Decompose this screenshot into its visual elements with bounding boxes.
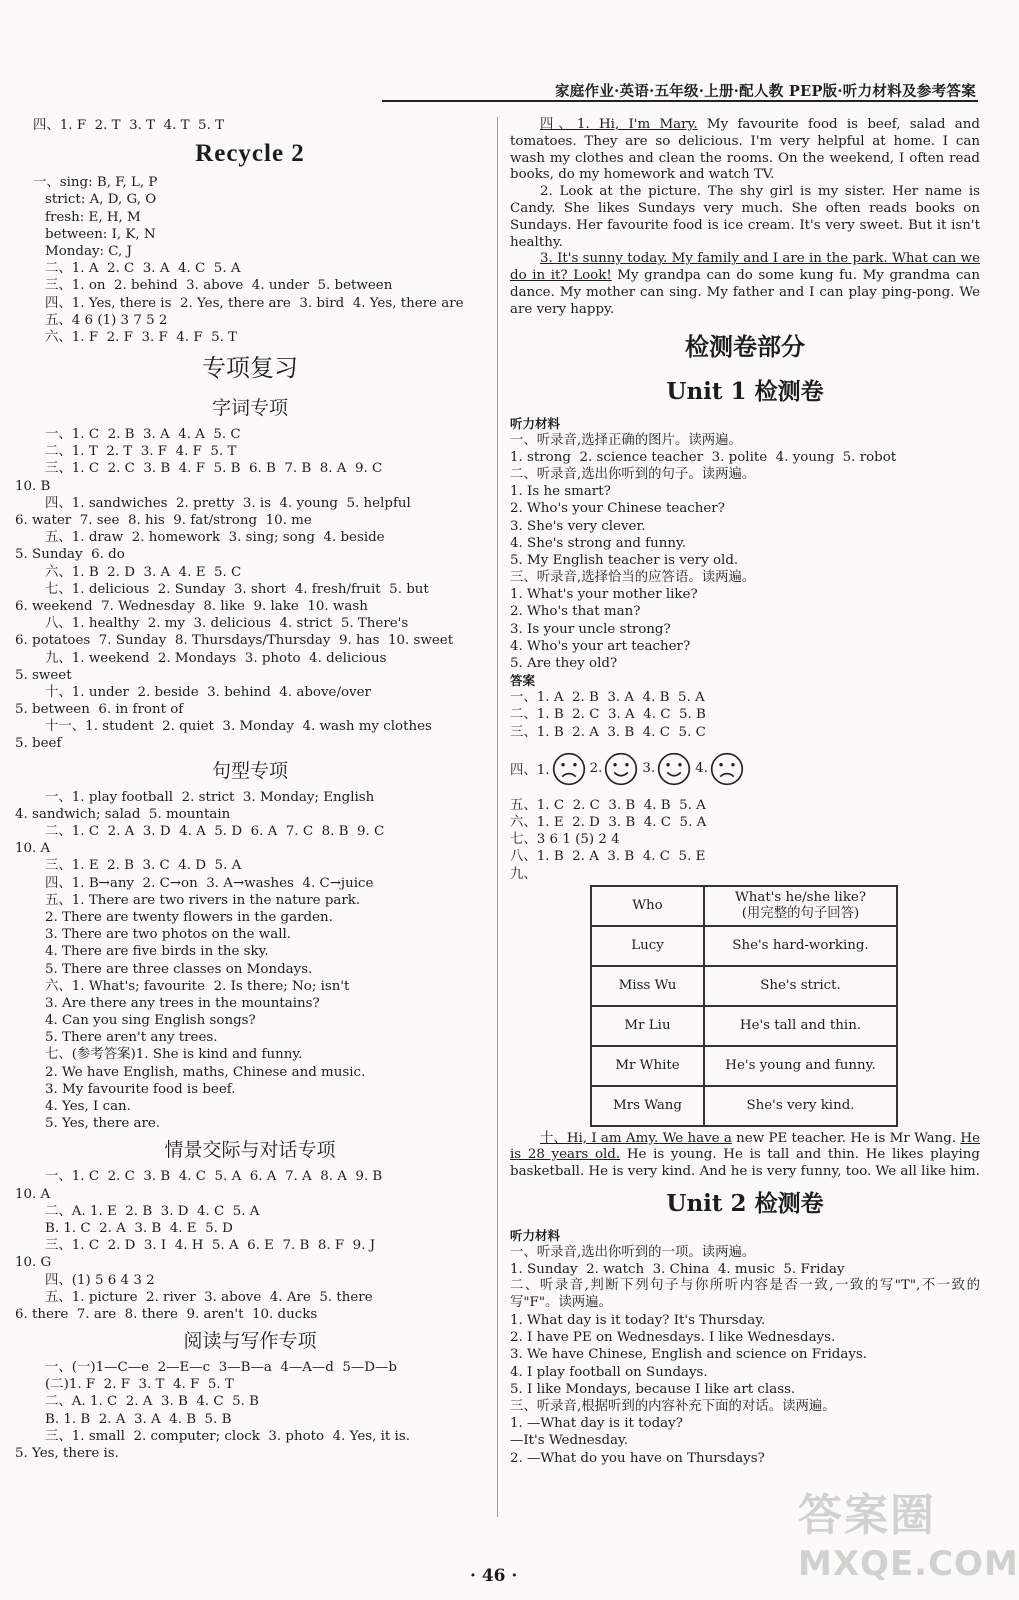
table-row <box>591 1086 897 1126</box>
paragraph-text: new PE teacher. He is Mr Wang. <box>731 1130 961 1146</box>
table-row <box>591 1006 897 1046</box>
paragraph-text: My grandpa can do some kung fu. My grandma can dance. My mother can sing. My father and I can play ping-pong. We are very happy. <box>510 268 980 317</box>
table-cell: Mrs Wang <box>591 1086 704 1126</box>
answer-line: 七、3 6 1 (5) 2 4 <box>510 832 620 848</box>
answer-line: 1. —What day is it today? <box>510 1416 683 1432</box>
answer-line: 6. weekend 7. Wednesday 8. like 9. lake 10. wash <box>15 598 368 614</box>
answer-line: —It's Wednesday. <box>510 1433 629 1449</box>
answer-line: 2. We have English, maths, Chinese and music. <box>45 1064 366 1080</box>
answer-line: 一、sing: B, F, L, P <box>33 175 158 191</box>
answer-line: 5. between 6. in front of <box>15 702 184 718</box>
answer-line: 七、(参考答案)1. She is kind and funny. <box>45 1047 303 1063</box>
faces-label: 四、1. <box>510 763 550 779</box>
faces-num: 2. <box>589 761 603 777</box>
answer-line: 二、1. C 2. A 3. D 4. A 5. D 6. A 7. C 8. B 9. C <box>45 824 385 839</box>
left-column <box>15 117 485 1462</box>
answer-line: 二、A. 1. E 2. B 3. D 4. C 5. A <box>45 1203 260 1219</box>
answer-line: 二、A. 1. C 2. A 3. B 4. C 5. B <box>45 1394 260 1410</box>
subsection-title: 字词专项 <box>211 397 288 420</box>
instruction-para: 二、听录音,判断下列句子与你所听内容是否一致,一致的写"T",不一致的写"F"。读两遍。 <box>510 1278 980 1311</box>
answer-line: 1. strong 2. science teacher 3. polite 4. young 5. robot <box>510 449 897 465</box>
answer-line: 2. There are twenty flowers in the garden. <box>45 909 333 925</box>
page-header: 家庭作业·英语·五年级·上册·配人教 PEP版·听力材料及参考答案 <box>554 83 976 100</box>
header-note: (用完整的句子回答) <box>741 905 860 921</box>
answer-line: 3. We have Chinese, English and science on Fridays. <box>510 1347 868 1363</box>
table-header-cell <box>704 886 897 926</box>
answer-line: 5. There aren't any trees. <box>45 1030 218 1046</box>
table-cell: Mr Liu <box>591 1006 704 1046</box>
unit1-listening <box>510 432 980 673</box>
answer-line: 六、1. F 2. F 3. F 4. F 5. T <box>45 329 238 345</box>
answer-line: 八、1. healthy 2. my 3. delicious 4. strict 5. There's <box>45 616 409 632</box>
table-row <box>591 926 897 966</box>
table-header-cell: Who <box>591 886 704 926</box>
answer-line: 五、1. C 2. C 3. B 4. B 5. A <box>510 797 706 813</box>
subsection-title: 阅读与写作专项 <box>183 1330 317 1353</box>
answer-line: 八、1. B 2. A 3. B 4. C 5. E <box>510 849 706 865</box>
answer-line: 二、1. A 2. C 3. A 4. C 5. A <box>45 261 241 277</box>
answer-line: 5. My English teacher is very old. <box>510 552 739 568</box>
writing-sample-amy <box>510 1131 980 1181</box>
answer-line: 一、1. C 2. B 3. A 4. A 5. C <box>45 427 241 443</box>
answer-line: 一、1. play football 2. strict 3. Monday; English <box>45 789 375 805</box>
answer-line: 五、4 6 (1) 3 7 5 2 <box>45 312 168 328</box>
answer-line: 三、1. C 2. D 3. I 4. H 5. A 6. E 7. B 8. F 9. J <box>45 1238 376 1254</box>
answer-line: 10. A <box>15 1186 51 1202</box>
answer-line: 四、(1) 5 6 4 3 2 <box>45 1272 155 1288</box>
test-section-title: 检测卷部分 <box>685 332 805 361</box>
answer-line: 5. I like Mondays, because I like art class. <box>510 1381 796 1397</box>
table-header-row <box>591 886 897 926</box>
answer-line: 3. She's very clever. <box>510 518 646 534</box>
table-cell: Mr White <box>591 1046 704 1086</box>
table-cell: He's young and funny. <box>704 1046 897 1086</box>
table-cell: She's strict. <box>704 966 897 1006</box>
answer-line: 6. potatoes 7. Sunday 8. Thursdays/Thursday 9. has 10. sweet <box>15 633 454 649</box>
answer-line: 五、1. picture 2. river 3. above 4. Are 5. there <box>45 1289 373 1305</box>
sad-face-icon <box>710 752 744 786</box>
vocab-answers <box>15 426 485 753</box>
answer-line: between: I, K, N <box>45 226 156 242</box>
answer-line: B. 1. C 2. A 3. B 4. E 5. D <box>45 1220 233 1236</box>
page-number: · 46 · <box>470 1566 518 1586</box>
faces-row <box>510 741 980 797</box>
answer-line: 五、1. There are two rivers in the nature park. <box>45 892 361 908</box>
answer-line: 6. there 7. are 8. there 9. aren't 10. ducks <box>15 1306 318 1322</box>
answer-line: 3. Is your uncle strong? <box>510 621 671 637</box>
table-row <box>591 966 897 1006</box>
subsection-title: 句型专项 <box>211 759 288 782</box>
answer-line: 二、1. B 2. C 3. A 4. C 5. B <box>510 707 706 723</box>
answer-line: 4. Can you sing English songs? <box>45 1013 256 1029</box>
happy-face-icon <box>604 752 638 786</box>
answer-line: 九、1. weekend 2. Mondays 3. photo 4. delicious <box>45 650 387 666</box>
answer-line: 4. She's strong and funny. <box>510 535 687 551</box>
underlined-text: He is 28 years old. <box>510 1130 980 1163</box>
header-rule <box>382 100 978 102</box>
answer-line: 5. Yes, there are. <box>45 1116 161 1132</box>
answer-line: 六、1. B 2. D 3. A 4. E 5. C <box>45 564 242 580</box>
answer-line: 四、1. sandwiches 2. pretty 3. is 4. young 5. helpful <box>45 495 411 511</box>
answer-line: 六、1. E 2. D 3. B 4. C 5. A <box>510 814 707 830</box>
answer-line: 5. Sunday 6. do <box>15 547 125 563</box>
watermark <box>798 1490 1019 1590</box>
table-row <box>591 1046 897 1086</box>
answer-line: 三、1. on 2. behind 3. above 4. under 5. between <box>45 278 393 294</box>
watermark-line-1: 答案圈 <box>798 1490 936 1541</box>
writing-sample-1 <box>510 117 980 319</box>
answer-line: 一、1. A 2. B 3. A 4. B 5. A <box>510 690 705 706</box>
writing-sample-2: 2. Look at the picture. The shy girl is my sister. Her name is Candy. She likes Sundays very much. She often reads books on Sundays. Her favourite food is ice cream. It's very sweet. But it isn't healthy. <box>510 184 980 250</box>
table-cell: She's hard-working. <box>704 926 897 966</box>
listening-label: 听力材料 <box>510 415 561 431</box>
answer-line: 二、听录音,选出你听到的句子。读两遍。 <box>510 466 756 482</box>
answer-line: 2. I have PE on Wednesdays. I like Wednesdays. <box>510 1330 836 1346</box>
answer-line: 2. —What do you have on Thursdays? <box>510 1450 765 1466</box>
table-cell: Lucy <box>591 926 704 966</box>
answer-line: 4. There are five birds in the sky. <box>45 944 269 960</box>
unit1-answers-2 <box>510 797 980 883</box>
listening-label: 听力材料 <box>510 1228 561 1244</box>
unit1-answers <box>510 689 980 741</box>
answer-line: 10. B <box>15 478 51 494</box>
answer-line: 十、1. under 2. beside 3. behind 4. above/over <box>45 684 371 700</box>
answer-line: 5. Are they old? <box>510 656 618 671</box>
teacher-table <box>590 885 898 1127</box>
answer-line: (二)1. F 2. F 3. T 4. F 5. T <box>45 1377 234 1393</box>
underlined-text: 3. It's sunny today. My family and I are in the park. What can we do in it? Look! <box>510 251 980 284</box>
answer-line: 10. A <box>15 841 51 857</box>
underlined-text: 四、1. Hi, I'm Mary. <box>540 117 698 132</box>
answer-line: 三、1. C 2. C 3. B 4. F 5. B 6. B 7. B 8. A 9. C <box>45 461 383 477</box>
answer-line: 5. Yes, there is. <box>15 1446 119 1461</box>
answer-line: 5. sweet <box>15 667 72 683</box>
answer-line: 五、1. draw 2. homework 3. sing; song 4. beside <box>45 530 385 546</box>
answer-line: 1. What's your mother like? <box>510 587 698 603</box>
answer-line: 6. water 7. see 8. his 9. fat/strong 10. me <box>15 513 312 528</box>
section-title: 专项复习 <box>202 354 298 383</box>
answer-line: 三、听录音,选择恰当的应答语。读两遍。 <box>510 570 756 586</box>
unit2-title: Unit 2 检测卷 <box>666 1190 824 1218</box>
faces-num: 3. <box>642 761 656 777</box>
paragraph-text: My favourite food is beef, salad and tomatoes. They are so delicious. I'm very helpful at home. I can wash my clothes and clean the rooms. On the weekend, I often read books, do my homework and watch TV. <box>510 117 980 183</box>
answer-line: 5. There are three classes on Mondays. <box>45 961 313 977</box>
unit2-listening <box>510 1244 980 1467</box>
answer-line: 1. What day is it today? It's Thursday. <box>510 1313 766 1329</box>
answer-line: 四、1. B→any 2. C→on 3. A→washes 4. C→juice <box>45 875 374 891</box>
answer-line: 六、1. What's; favourite 2. Is there; No; isn't <box>45 978 350 994</box>
answer-line: 一、(一)1—C—e 2—E—c 3—B—a 4—A—d 5—D—b <box>45 1360 397 1376</box>
reading-answers <box>15 1359 485 1462</box>
answer-line: 2. Who's that man? <box>510 604 641 620</box>
answer-line: 十一、1. student 2. quiet 3. Monday 4. wash my clothes <box>45 719 432 735</box>
subsection-title: 情景交际与对话专项 <box>164 1139 336 1162</box>
answer-line: 四、1. F 2. T 3. T 4. T 5. T <box>33 118 225 133</box>
answer-line: 七、1. delicious 2. Sunday 3. short 4. fresh/fruit 5. but <box>45 581 429 597</box>
answer-line: 1. Sunday 2. watch 3. China 4. music 5. Friday <box>510 1262 845 1278</box>
table-cell: He's tall and thin. <box>704 1006 897 1046</box>
unit1-title: Unit 1 检测卷 <box>666 377 824 405</box>
answer-line: 4. Yes, I can. <box>45 1099 131 1114</box>
sad-face-icon <box>552 752 586 786</box>
answer-label: 答案 <box>510 673 536 689</box>
column-divider <box>497 117 498 1517</box>
answer-line: 一、1. C 2. C 3. B 4. C 5. A 6. A 7. A 8. A 9. B <box>45 1169 383 1185</box>
answer-line: 三、1. E 2. B 3. C 4. D 5. A <box>45 858 242 874</box>
answer-line: 一、听录音,选出你听到的一项。读两遍。 <box>510 1245 756 1261</box>
recycle-title: Recycle 2 <box>195 140 305 168</box>
answer-line: 三、听录音,根据听到的内容补充下面的对话。读两遍。 <box>510 1398 836 1414</box>
answer-line: 4. I play football on Sundays. <box>510 1364 708 1380</box>
answer-line: 四、1. Yes, there is 2. Yes, there are 3. bird 4. Yes, there are <box>45 295 464 311</box>
answer-line: 4. sandwich; salad 5. mountain <box>15 806 231 822</box>
answer-line: strict: A, D, G, O <box>45 192 157 208</box>
answer-line: Monday: C, J <box>45 243 132 259</box>
sentence-answers <box>15 789 485 1133</box>
happy-face-icon <box>657 752 691 786</box>
underlined-text: 十、Hi, I am Amy. We have a <box>540 1130 732 1146</box>
answer-line: 3. My favourite food is beef. <box>45 1081 236 1097</box>
answer-line: 二、1. T 2. T 3. F 4. F 5. T <box>45 444 237 460</box>
recycle-answers <box>15 174 485 346</box>
table-cell: Miss Wu <box>591 966 704 1006</box>
header-text: What's he/she like? <box>734 889 867 905</box>
answer-line: 三、1. B 2. A 3. B 4. C 5. C <box>510 724 706 740</box>
answer-line: 5. beef <box>15 736 62 752</box>
answer-line: 1. Is he smart? <box>510 484 611 500</box>
watermark-line-2: MXQE.COM <box>798 1544 1019 1584</box>
answer-line: 2. Who's your Chinese teacher? <box>510 501 725 517</box>
answer-line: 3. There are two photos on the wall. <box>45 927 292 943</box>
answer-line: 三、1. small 2. computer; clock 3. photo 4. Yes, it is. <box>45 1428 410 1444</box>
dialogue-answers <box>15 1168 485 1323</box>
answer-line: 3. Are there any trees in the mountains? <box>45 995 320 1011</box>
right-column <box>510 117 980 1467</box>
answer-line: B. 1. B 2. A 3. A 4. B 5. B <box>45 1411 232 1427</box>
answer-line: 九、 <box>510 866 537 882</box>
faces-num: 4. <box>695 761 708 777</box>
answer-line: 4. Who's your art teacher? <box>510 638 691 654</box>
answer-line: fresh: E, H, M <box>45 209 141 225</box>
answer-line: 一、听录音,选择正确的图片。读两遍。 <box>510 432 742 448</box>
paragraph-text: He is young. He is tall and thin. He likes playing basketball. He is very kind. And he is very funny, too. We all like him. <box>510 1147 980 1180</box>
table-cell: She's very kind. <box>704 1086 897 1126</box>
answer-line: 10. G <box>15 1255 52 1271</box>
